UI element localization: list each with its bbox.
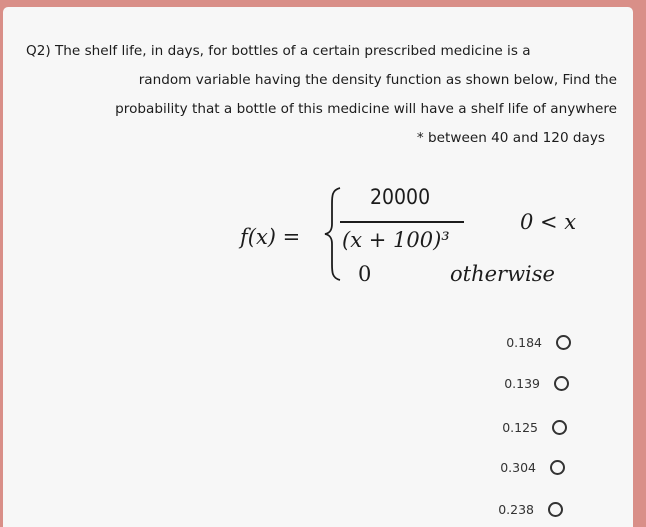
- question-line-1: Q2) The shelf life, in days, for bottles of a certain prescribed medicine is a: [26, 43, 531, 59]
- answer-option[interactable]: [484, 502, 563, 517]
- answer-option[interactable]: [488, 420, 567, 435]
- question-line-3: probability that a bottle of this medicine will have a shelf life of anywhere: [115, 101, 617, 117]
- question-line-4: * between 40 and 120 days: [416, 130, 605, 146]
- formula-condition-2: otherwise: [450, 262, 555, 286]
- formula-numerator: 20000: [370, 185, 431, 209]
- fraction-bar: [340, 221, 464, 223]
- answer-option-label: 0.139: [504, 376, 540, 391]
- answer-option[interactable]: [490, 376, 569, 391]
- formula-condition-1: 0 < x: [520, 210, 577, 234]
- radio-button[interactable]: [556, 335, 571, 350]
- question-line-2: random variable having the density function as shown below, Find the: [138, 72, 617, 88]
- answer-option[interactable]: [492, 335, 571, 350]
- answer-option-label: 0.125: [502, 420, 538, 435]
- formula-denominator: (x + 100)³: [342, 228, 450, 252]
- answer-option-label: 0.304: [500, 460, 536, 475]
- answer-option[interactable]: [486, 460, 565, 475]
- answer-option-label: 0.184: [506, 335, 542, 350]
- formula-piece-2-value: 0: [358, 262, 372, 286]
- curly-brace-icon: [322, 186, 344, 282]
- radio-button[interactable]: [552, 420, 567, 435]
- radio-button[interactable]: [550, 460, 565, 475]
- question-text: [13, 37, 617, 153]
- answer-option-label: 0.238: [498, 502, 534, 517]
- radio-button[interactable]: [548, 502, 563, 517]
- radio-button[interactable]: [554, 376, 569, 391]
- formula-lhs: f(x) =: [240, 225, 301, 249]
